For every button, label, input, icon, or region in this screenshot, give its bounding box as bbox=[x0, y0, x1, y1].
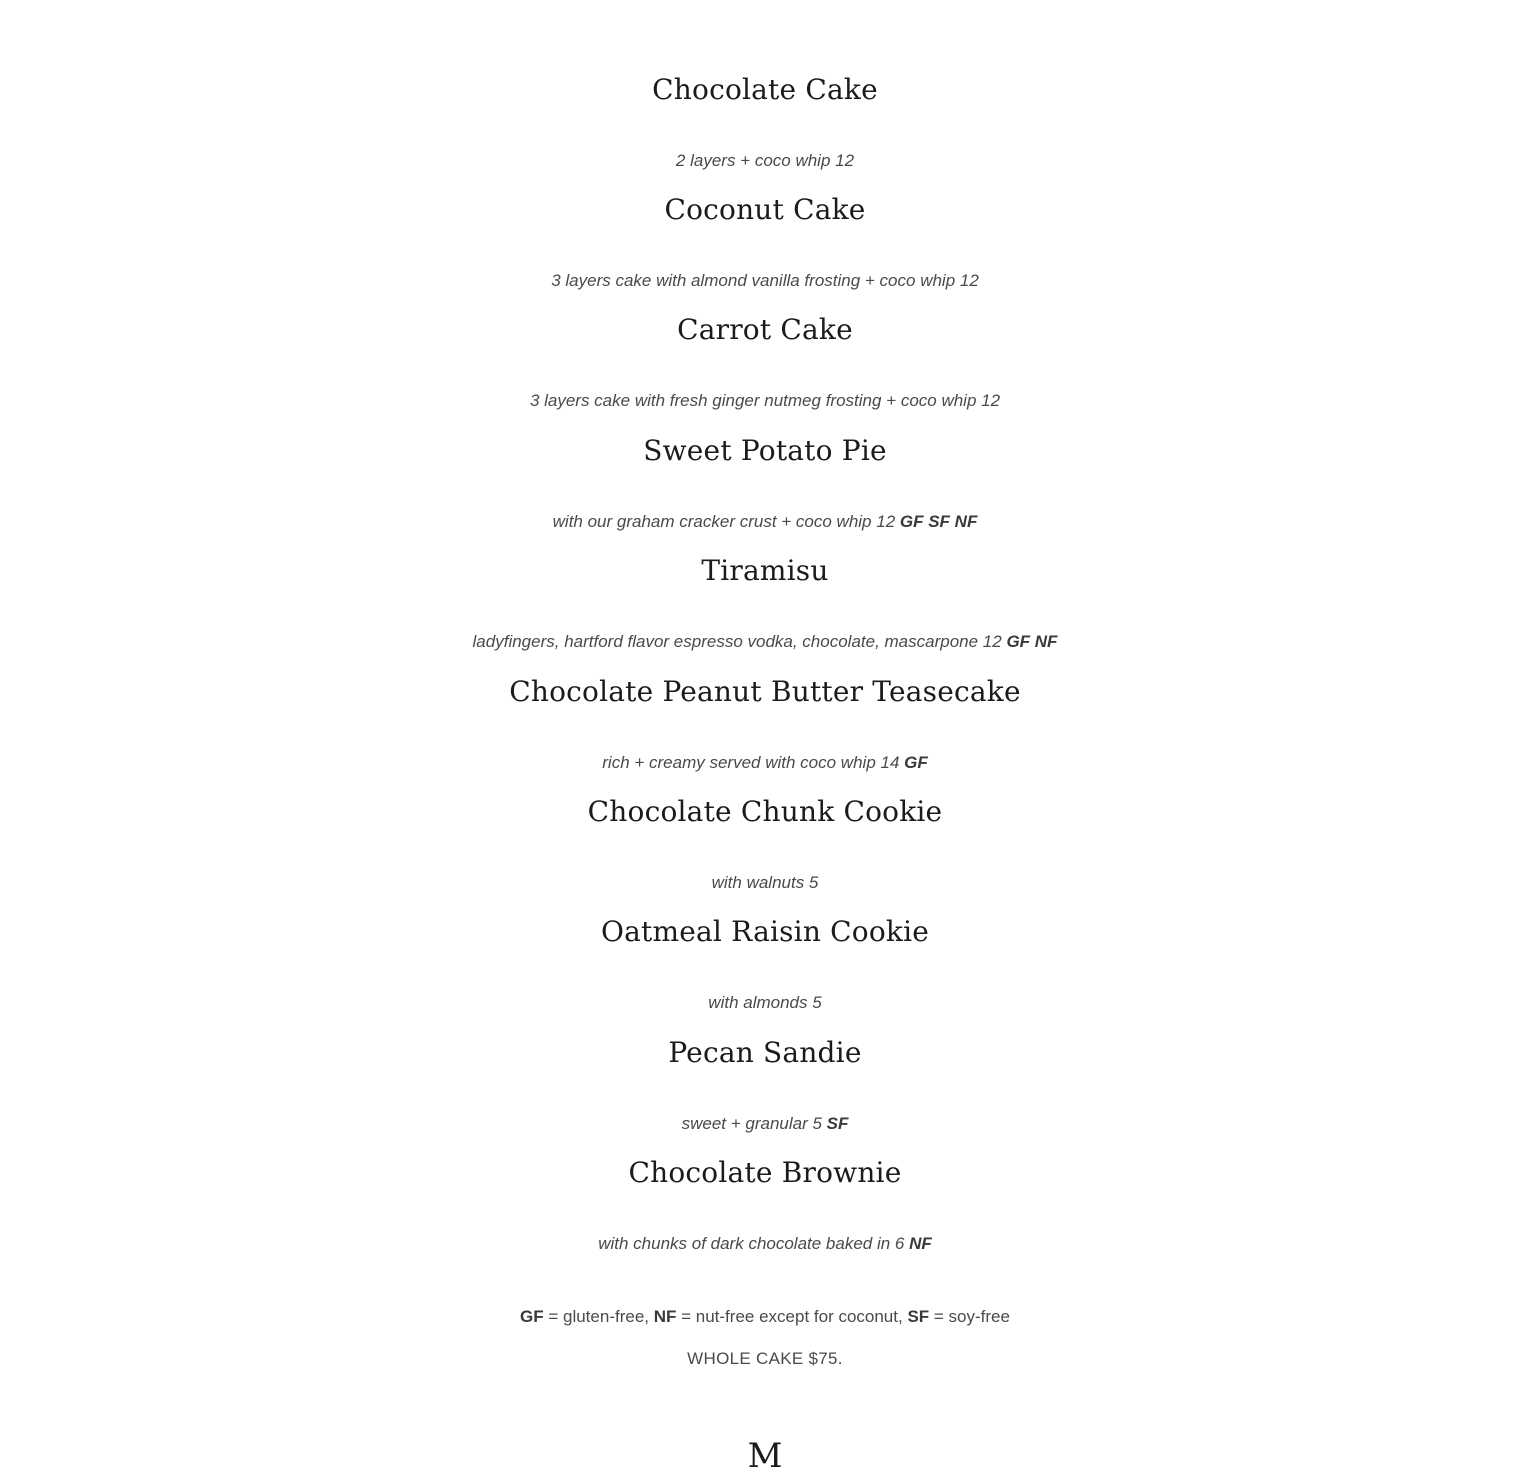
menu-item-name: Carrot Cake bbox=[677, 313, 853, 346]
menu-item-description bbox=[0, 270, 1530, 292]
menu-item-description bbox=[0, 1233, 1530, 1255]
menu-item-desc-text: with our graham cracker crust + coco whip 12 bbox=[552, 512, 896, 531]
menu-item-desc-text: with chunks of dark chocolate baked in 6 bbox=[598, 1234, 905, 1253]
menu-item-description bbox=[0, 1113, 1530, 1135]
legend-sf-text: = soy-free bbox=[929, 1307, 1010, 1326]
menu-item-name: Chocolate Brownie bbox=[628, 1156, 902, 1189]
menu-item-description bbox=[0, 992, 1530, 1014]
menu-item-name: Pecan Sandie bbox=[668, 1036, 862, 1069]
menu-item-desc-text: ladyfingers, hartford flavor espresso vodka, chocolate, mascarpone 12 bbox=[472, 632, 1002, 651]
menu-item-description bbox=[0, 872, 1530, 894]
menu-item-description bbox=[0, 390, 1530, 412]
menu-item bbox=[0, 190, 1530, 292]
legend-gf-text: = gluten-free, bbox=[543, 1307, 654, 1326]
legend-nf-code: NF bbox=[653, 1307, 677, 1326]
menu-item bbox=[0, 1033, 1530, 1135]
menu-item-name: Tiramisu bbox=[701, 554, 829, 587]
menu-item bbox=[0, 672, 1530, 774]
menu-item-desc-text: with almonds 5 bbox=[708, 993, 822, 1012]
dietary-tags: NF bbox=[909, 1234, 932, 1253]
menu-item-name: Sweet Potato Pie bbox=[643, 434, 887, 467]
menu-item-name: Chocolate Chunk Cookie bbox=[587, 795, 943, 828]
menu-item-description bbox=[0, 150, 1530, 172]
dietary-legend bbox=[0, 1305, 1530, 1329]
menu-item-desc-text: sweet + granular 5 bbox=[681, 1114, 822, 1133]
menu-item-name: Coconut Cake bbox=[664, 193, 866, 226]
dietary-tags: GF SF NF bbox=[899, 512, 978, 531]
menu-item bbox=[0, 792, 1530, 894]
menu-item-desc-text: 3 layers cake with almond vanilla frosting + coco whip 12 bbox=[551, 271, 979, 290]
legend-sf-code: SF bbox=[907, 1307, 930, 1326]
menu-item-description bbox=[0, 631, 1530, 653]
dietary-tags: GF bbox=[904, 753, 928, 772]
menu-item bbox=[0, 70, 1530, 172]
legend-nf-text: = nut-free except for coconut, bbox=[676, 1307, 908, 1326]
legend-gf-code: GF bbox=[520, 1307, 544, 1326]
dietary-tags: GF NF bbox=[1006, 632, 1058, 651]
whole-cake-price: WHOLE CAKE $75. bbox=[687, 1349, 843, 1368]
menu-item-name: Chocolate Peanut Butter Teasecake bbox=[509, 675, 1021, 708]
menu-item-name: Chocolate Cake bbox=[652, 73, 878, 106]
menu-item-desc-text: rich + creamy served with coco whip 14 bbox=[602, 753, 900, 772]
menu-item-desc-text: 2 layers + coco whip 12 bbox=[675, 151, 855, 170]
dietary-tags: SF bbox=[826, 1114, 849, 1133]
menu-item-desc-text: 3 layers cake with fresh ginger nutmeg frosting + coco whip 12 bbox=[529, 391, 1001, 410]
menu-item bbox=[0, 1153, 1530, 1255]
menu-item-name: Oatmeal Raisin Cookie bbox=[600, 915, 930, 948]
menu-item-description bbox=[0, 511, 1530, 533]
menu-item bbox=[0, 912, 1530, 1014]
menu-item bbox=[0, 431, 1530, 533]
menu-item-desc-text: with walnuts 5 bbox=[711, 873, 819, 892]
menu-item bbox=[0, 310, 1530, 412]
menu-item-description bbox=[0, 752, 1530, 774]
menu-item bbox=[0, 551, 1530, 653]
next-section-heading: M bbox=[747, 1436, 783, 1476]
